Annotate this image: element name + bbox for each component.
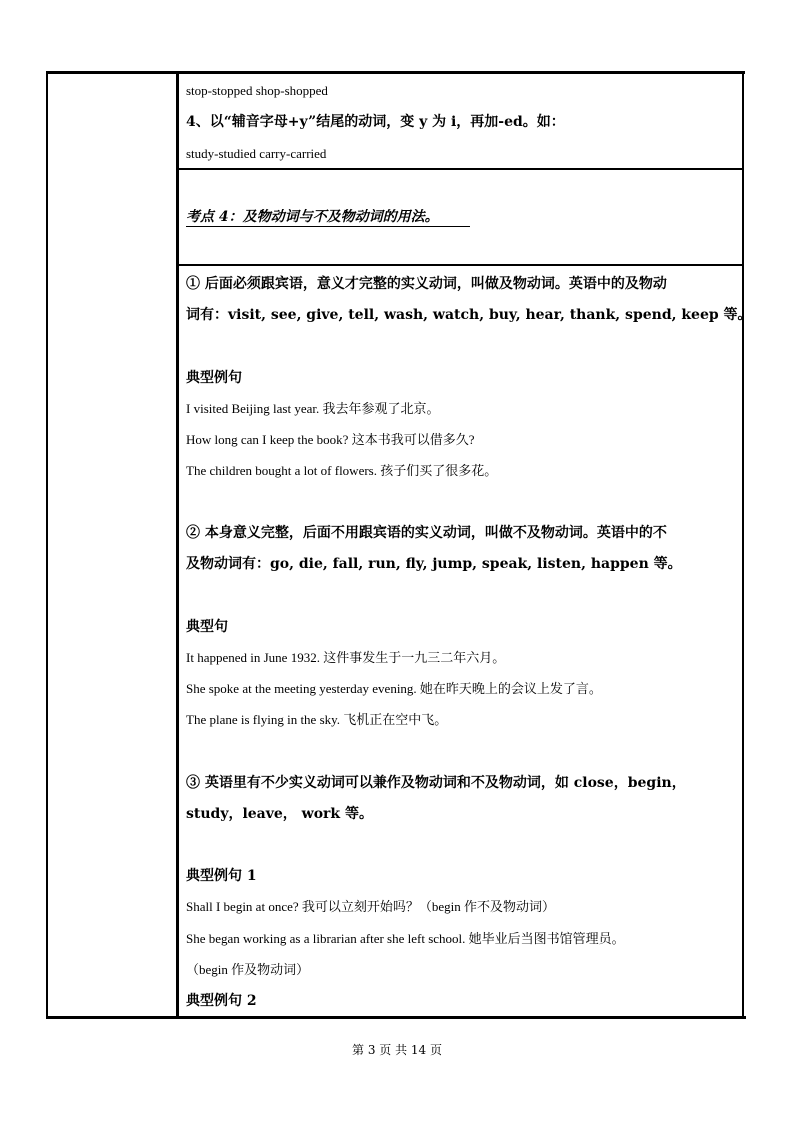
row-divider	[177, 264, 744, 266]
page-footer: 第 3 页 共 14 页	[352, 1043, 442, 1057]
table-left-border	[46, 71, 48, 1018]
text-line: stop-stopped shop-shopped	[186, 83, 328, 98]
paragraph-2-line-2: 及物动词有：go, die, fall, run, fly, jump, speak, listen, happen 等。	[186, 556, 682, 572]
example-title: 典型例句 1	[186, 868, 257, 884]
example-sentence: I visited Beijing last year. 我去年参观了北京。	[186, 401, 440, 416]
paragraph-2-line-1: ② 本身意义完整，后面不用跟宾语的实义动词，叫做不及物动词。英语中的不	[186, 525, 667, 541]
example-title: 典型例句	[186, 370, 242, 386]
example-title: 典型例句 2	[186, 993, 257, 1009]
example-sentence: The children bought a lot of flowers. 孩子们买了很多花。	[186, 463, 498, 478]
text-line: study-studied carry-carried	[186, 146, 327, 161]
row-divider	[177, 168, 744, 170]
table-right-border	[742, 71, 744, 1018]
example-sentence: Shall I begin at once? 我可以立刻开始吗？（begin 作不及物动词）	[186, 899, 556, 914]
example-sentence: It happened in June 1932. 这件事发生于一九三二年六月。	[186, 650, 506, 665]
table-column-divider	[176, 71, 179, 1018]
paragraph-3-line-1: ③ 英语里有不少实义动词可以兼作及物动词和不及物动词，如 close，begin，	[186, 775, 686, 791]
table-top-border	[46, 71, 745, 74]
example-title: 典型句	[186, 619, 228, 635]
paragraph-3-line-2: study，leave， work 等。	[186, 806, 374, 822]
example-sentence: She began working as a librarian after she left school. 她毕业后当图书馆管理员。	[186, 931, 625, 946]
example-sentence: How long can I keep the book? 这本书我可以借多久?	[186, 432, 475, 447]
table-bottom-border	[46, 1016, 746, 1019]
example-sentence: She spoke at the meeting yesterday evening. 她在昨天晚上的会议上发了言。	[186, 681, 602, 696]
rule-4: 4、以“辅音字母+y”结尾的动词，变 y 为 i，再加-ed。如：	[186, 114, 565, 130]
example-sentence: （begin 作及物动词）	[186, 962, 310, 977]
example-sentence: The plane is flying in the sky. 飞机正在空中飞。	[186, 712, 448, 727]
paragraph-1-line-1: ① 后面必须跟宾语，意义才完整的实义动词，叫做及物动词。英语中的及物动	[186, 276, 667, 292]
heading-underline	[186, 226, 470, 227]
section-heading: 考点 4：及物动词与不及物动词的用法。	[186, 209, 439, 225]
paragraph-1-line-2: 词有：visit, see, give, tell, wash, watch, buy, hear, thank, spend, keep 等。	[186, 307, 752, 323]
